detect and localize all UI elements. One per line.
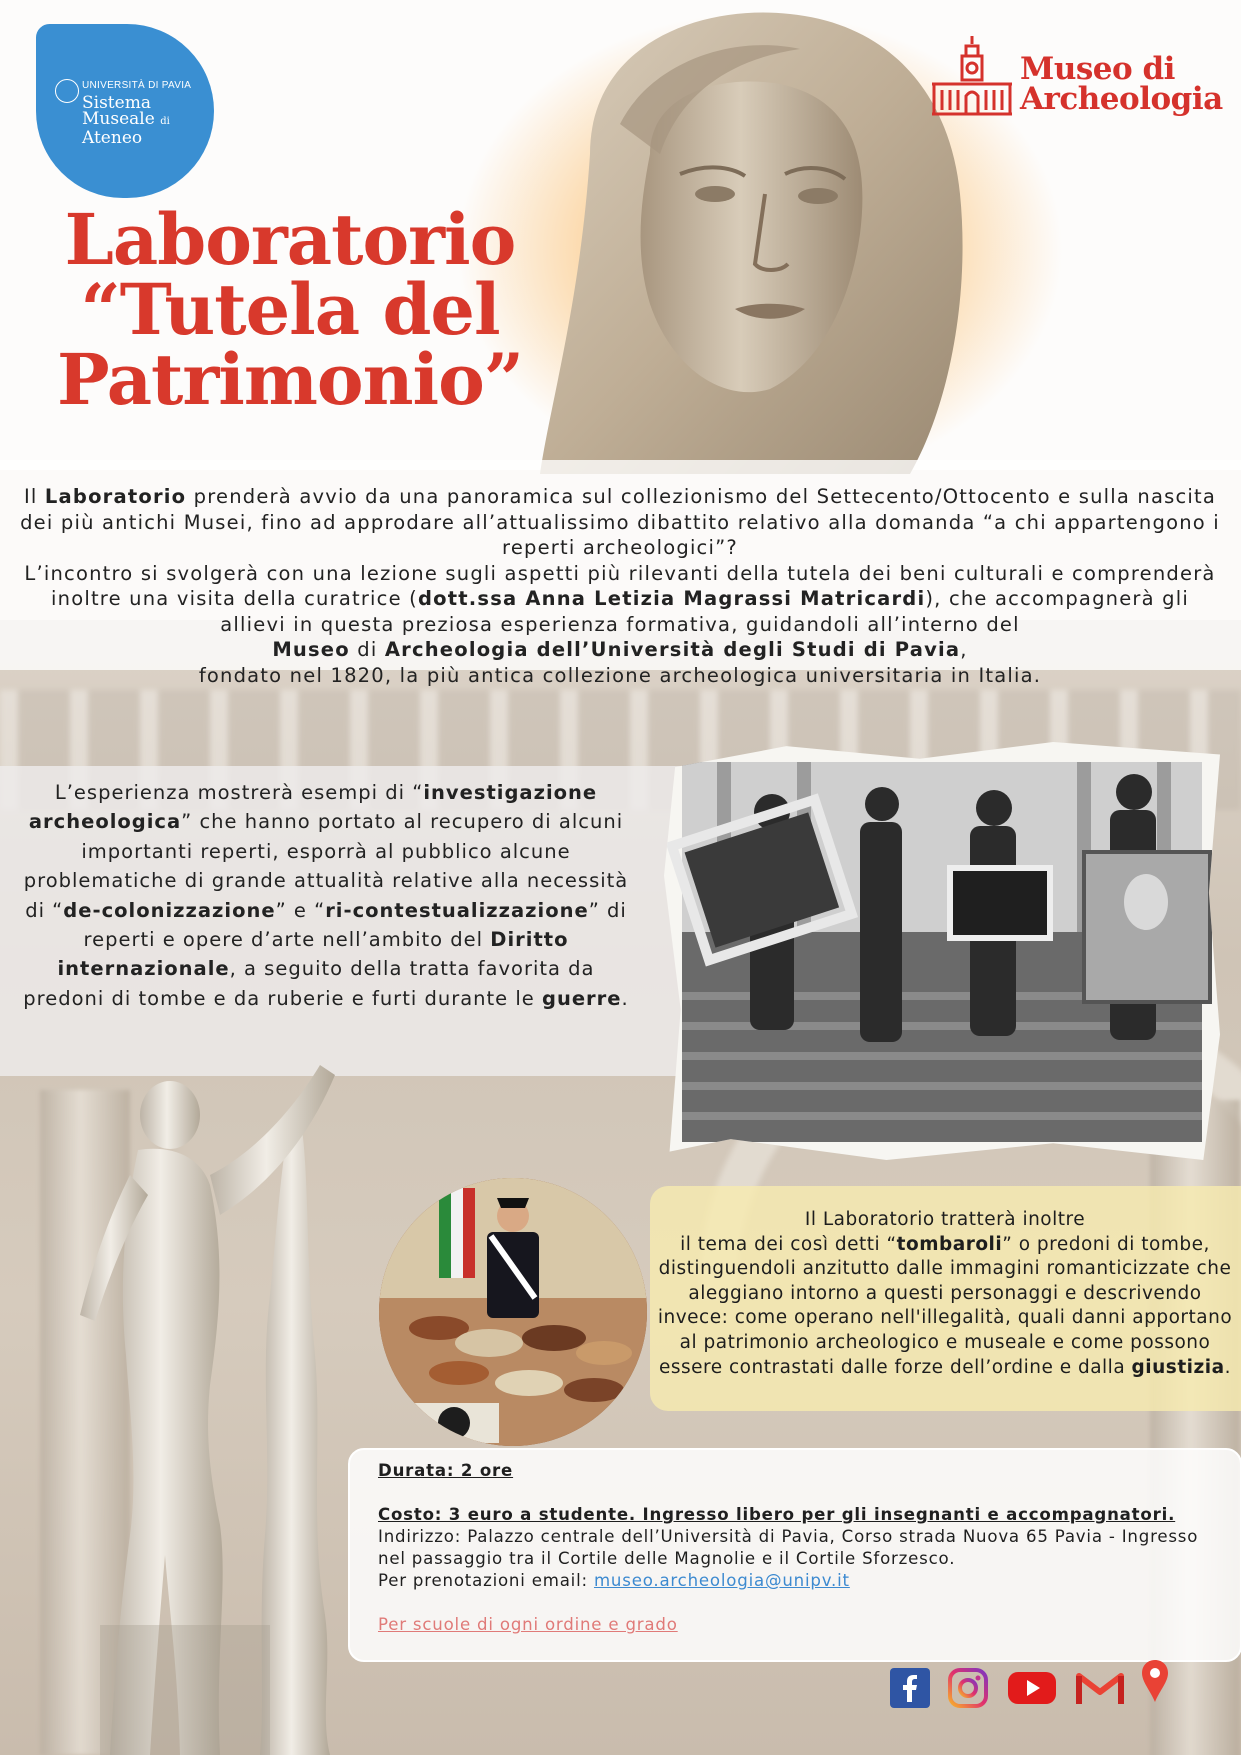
text-bold: guerre [541, 986, 622, 1010]
social-icons [890, 1664, 1180, 1716]
logo-line-2: Museale [82, 109, 155, 129]
text-fragment: L’esperienza mostrerà esempi di “ [54, 781, 424, 804]
logo-line-3: Ateneo [82, 128, 143, 148]
booking-line [378, 1570, 1228, 1592]
text-fragment: L’incontro si svolgerà con una lezione sugli aspetti più rilevanti della tutela dei beni culturali e comprenderà inoltre una visita della curatrice ( [24, 561, 1216, 610]
monuments-men-drawing [664, 742, 1220, 1160]
text-fragment: ), che accompagnerà gli allievi in questa preziosa esperienza formativa, guidandoli all’interno del [220, 587, 1189, 636]
experience-text [16, 778, 636, 1013]
text-fragment: ” o predoni di tombe, distinguendoli anzitutto dalle immagini romanticizzate che aleggiano intorno a questi personaggi e descrivendo invece: come operano nell'illegalità, quali danni apportano al patrimonio archeologico e museale e come possono essere contrastati dalle forze dell’ordine e dalla [657, 1233, 1233, 1378]
text-bold: giustizia [1131, 1356, 1225, 1378]
intro-paragraph-3: fondato nel 1820, la più antica collezione archeologica universitaria in Italia. [198, 663, 1042, 687]
text-fragment: ” di reperti e opere d’arte nell’ambito del [83, 898, 627, 952]
text-fragment: il tema dei così detti “ [680, 1233, 897, 1255]
text-bold: de-colonizzazione [63, 898, 276, 922]
facebook-icon[interactable] [890, 1668, 930, 1708]
university-logo[interactable] [36, 24, 214, 198]
intro-paragraph-2 [20, 561, 1220, 663]
museo-name [1020, 51, 1223, 117]
sistema-museale-label [82, 95, 202, 146]
title-line-3: Patrimonio” [56, 338, 524, 421]
curator-name: dott.ssa Anna Letizia Magrassi Matricardi [417, 587, 926, 610]
logo-line-2-small: di [160, 116, 170, 127]
marble-head-image [530, 4, 990, 474]
youtube-icon[interactable] [1007, 1668, 1057, 1708]
info-text [378, 1460, 1228, 1636]
text-fragment: Il [23, 485, 45, 508]
title-line-1: Laboratorio [64, 198, 516, 281]
logo-line-1: Sistema [82, 93, 151, 113]
indirizzo: Indirizzo: Palazzo centrale dell’Università di Pavia, Corso strada Nuova 65 Pavia - Ingresso nel passaggio tra il Cortile delle Magnolie e il Cortile Sforzesco. [378, 1527, 1199, 1568]
text-fragment: di [349, 638, 385, 661]
text-fragment: ” che hanno portato al recupero di alcuni importanti reperti, esporrà al pubblico alcune problematiche di grande attualità relative alla necessità di “ [23, 810, 629, 922]
text-fragment: . [1224, 1356, 1231, 1378]
title-line-2: “Tutela del [80, 268, 500, 351]
text-bold: ri-contestualizzazione [325, 898, 589, 922]
text-fragment: prenderà avvio da una panoramica sul collezionismo del Settecento/Ottocento e sulla nascita dei più antichi Musei, fino ad approdare all’attualissimo dibattito relativo alla domanda “a chi appartengono i reperti archeologici”? [20, 485, 1220, 559]
text-bold: Archeologia dell’Università degli Studi di Pavia [384, 638, 961, 661]
text-fragment: , a seguito della tratta favorita da predoni di tombe e da ruberie e furti durante le [23, 957, 595, 1010]
page-title [40, 198, 540, 421]
text-bold: investigazione archeologica [28, 781, 598, 834]
text-bold: Museo [272, 638, 350, 661]
intro-paragraph-1 [20, 484, 1220, 561]
text-bold: Laboratorio [44, 485, 187, 508]
museo-logo[interactable] [930, 34, 1223, 124]
costo: Costo: 3 euro a studente. Ingresso libero per gli insegnanti e accompagnatori. [378, 1505, 1176, 1524]
durata: Durata: 2 ore [378, 1461, 514, 1480]
email-label: Per prenotazioni email: [378, 1571, 594, 1590]
university-name: UNIVERSITÀ DI PAVIA [82, 80, 192, 91]
tombaroli-heading: Il Laboratorio tratterà inoltre [804, 1209, 1086, 1230]
scuole-link[interactable]: Per scuole di ogni ordine e grado [378, 1615, 678, 1634]
text-bold: Diritto internazionale [57, 928, 569, 981]
text-fragment: ” e “ [275, 898, 326, 922]
intro-text [20, 484, 1220, 688]
instagram-icon[interactable] [948, 1668, 988, 1708]
text-bold: tombaroli [896, 1233, 1003, 1255]
text-fragment: , [960, 638, 968, 661]
map-pin-icon[interactable] [1140, 1658, 1170, 1704]
museum-tower-icon [930, 34, 1014, 118]
museo-line-1: Museo di [1020, 51, 1175, 87]
tombaroli-text [655, 1208, 1235, 1380]
carabinieri-drawing [379, 1178, 647, 1446]
carabinieri-photo [379, 1178, 647, 1446]
monuments-men-photo [664, 742, 1220, 1160]
text-fragment: . [621, 986, 629, 1010]
email-link[interactable]: museo.archeologia@unipv.it [593, 1571, 850, 1590]
museo-line-2: Archeologia [1020, 81, 1223, 117]
gmail-icon[interactable] [1076, 1668, 1124, 1708]
university-seal-icon [55, 79, 79, 103]
